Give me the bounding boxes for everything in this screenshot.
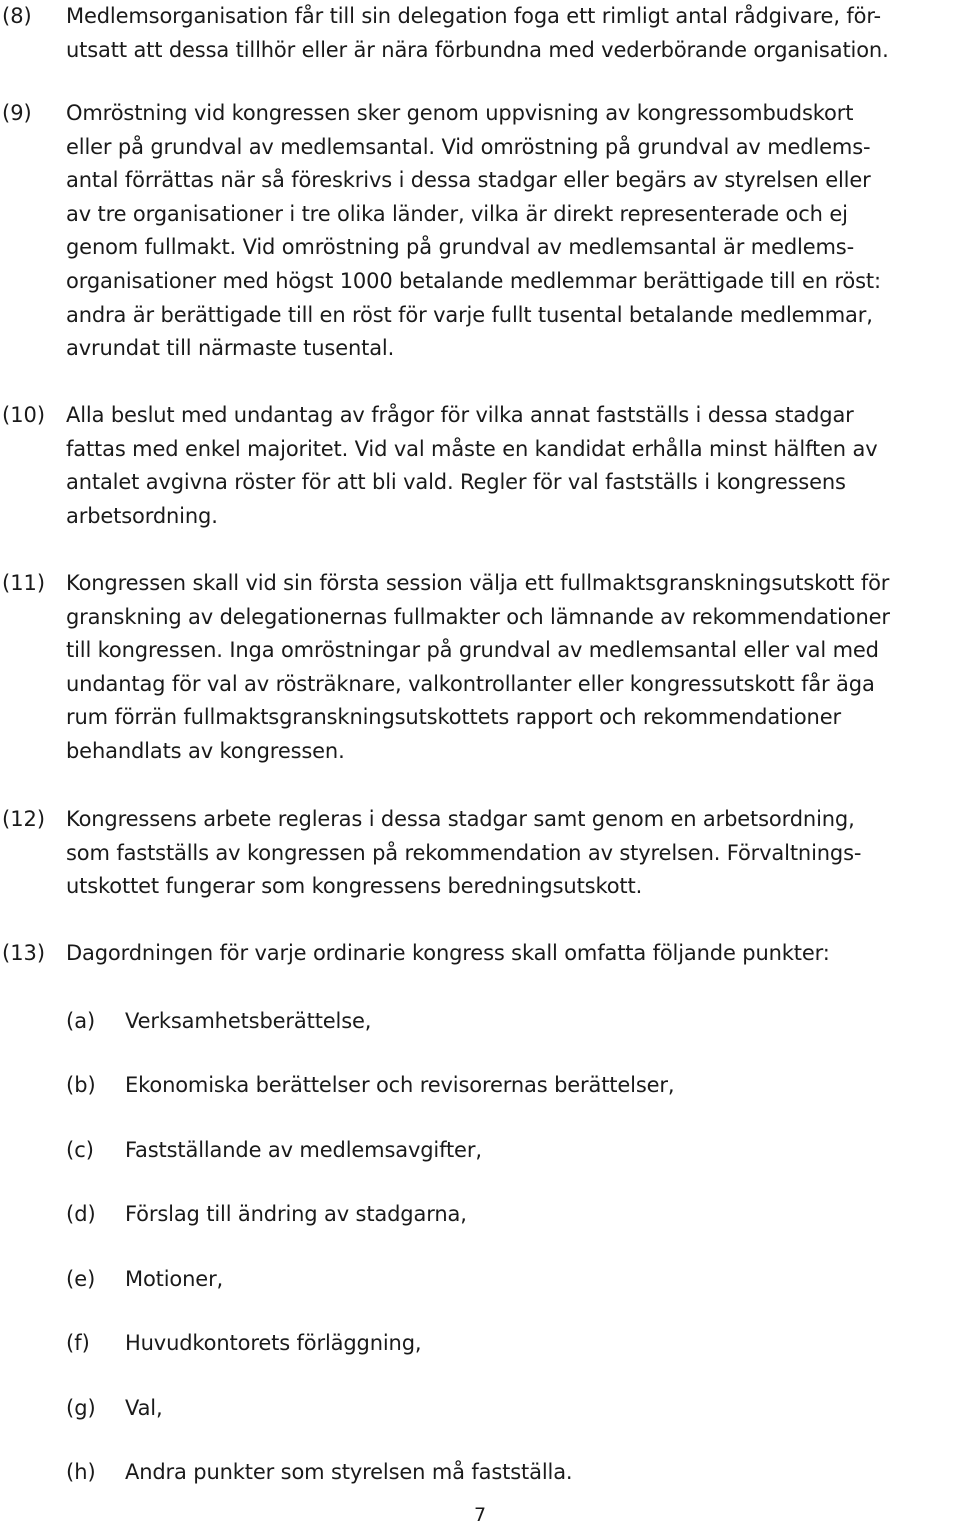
agenda-item-text: Huvudkontorets förläggning, (125, 1331, 422, 1355)
paragraph-line: rum förrän fullmaktsgranskningsutskottets rapport och rekommendationer (66, 705, 841, 730)
paragraph-line: arbetsordning. (66, 503, 218, 528)
paragraph-line: som fastställs av kongressen på rekommendation av styrelsen. Förvaltnings- (66, 840, 862, 865)
paragraph-line: utskottet fungerar som kongressens beredningsutskott. (66, 874, 643, 899)
paragraph-line: Omröstning vid kongressen sker genom uppvisning av kongressombudskort (66, 101, 854, 125)
agenda-item (0, 1005, 960, 1039)
paragraph-8 (0, 0, 960, 68)
paragraph-line: fattas med enkel majoritet. Vid val måste en kandidat erhålla minst hälften av (66, 436, 878, 461)
paragraph-line: antalet avgivna röster för att bli vald. Regler för val fastställs i kongressens (66, 470, 846, 495)
paragraph-line: undantag för val av rösträknare, valkontrollanter eller kongressutskott får äga (66, 671, 875, 696)
paragraph-line: avrundat till närmaste tusental. (66, 336, 395, 361)
agenda-item-letter: (b) (66, 1073, 96, 1097)
paragraph-number: (11) (2, 571, 46, 595)
paragraph-line: av tre organisationer i tre olika länder, vilka är direkt representerade och ej (66, 201, 848, 226)
paragraph-line: Dagordningen för varje ordinarie kongress skall omfatta följande punkter: (66, 941, 830, 965)
paragraph-line: granskning av delegationernas fullmakter och lämnande av rekommendationer (66, 604, 890, 629)
paragraph-line: Kongressens arbete regleras i dessa stadgar samt genom en arbetsordning, (66, 807, 855, 831)
paragraph-number: (9) (2, 101, 32, 125)
paragraph-line: utsatt att dessa tillhör eller är nära förbundna med vederbörande organisation. (66, 37, 889, 62)
agenda-item (0, 1069, 960, 1103)
paragraph-number: (10) (2, 403, 46, 427)
paragraph-line: till kongressen. Inga omröstningar på grundval av medlemsantal eller val med (66, 638, 879, 663)
agenda-item-letter: (e) (66, 1267, 96, 1291)
paragraph-line: andra är berättigade till en röst för varje fullt tusental betalande medlemmar, (66, 302, 873, 327)
agenda-item-letter: (c) (66, 1138, 94, 1162)
paragraph-line: Kongressen skall vid sin första session välja ett fullmaktsgranskningsutskott för (66, 571, 890, 595)
agenda-item (0, 1327, 960, 1361)
paragraph-13 (0, 937, 960, 971)
paragraph-line: genom fullmakt. Vid omröstning på grundval av medlemsantal är medlems- (66, 235, 855, 260)
agenda-item-letter: (f) (66, 1331, 90, 1355)
agenda-item-text: Verksamhetsberättelse, (125, 1009, 372, 1033)
paragraph-10 (0, 399, 960, 535)
paragraph-12 (0, 803, 960, 905)
agenda-item (0, 1134, 960, 1168)
agenda-item-letter: (a) (66, 1009, 96, 1033)
agenda-item (0, 1392, 960, 1426)
agenda-item-text: Ekonomiska berättelser och revisorernas berättelser, (125, 1073, 675, 1097)
paragraph-line: organisationer med högst 1000 betalande medlemmar berättigade till en röst: (66, 269, 881, 293)
agenda-item (0, 1456, 960, 1490)
agenda-item (0, 1198, 960, 1232)
paragraph-line: antal förrättas när så föreskrivs i dessa stadgar eller begärs av styrelsen eller (66, 168, 871, 193)
agenda-item-text: Fastställande av medlemsavgifter, (125, 1138, 482, 1162)
agenda-item-text: Val, (125, 1396, 163, 1420)
agenda-item-letter: (g) (66, 1396, 96, 1420)
paragraph-line: Alla beslut med undantag av frågor för vilka annat fastställs i dessa stadgar (66, 403, 854, 427)
paragraph-line: eller på grundval av medlemsantal. Vid omröstning på grundval av medlems- (66, 134, 871, 159)
paragraph-11 (0, 567, 960, 771)
agenda-item (0, 1263, 960, 1297)
paragraph-number: (13) (2, 941, 46, 965)
paragraph-line: Medlemsorganisation får till sin delegation foga ett rimligt antal rådgivare, för- (66, 4, 881, 28)
page-number: 7 (473, 1504, 487, 1526)
agenda-item-text: Andra punkter som styrelsen må fastställa. (125, 1460, 573, 1484)
paragraph-9 (0, 97, 960, 367)
agenda-item-text: Förslag till ändring av stadgarna, (125, 1202, 467, 1226)
paragraph-line: behandlats av kongressen. (66, 739, 345, 763)
agenda-item-letter: (d) (66, 1202, 96, 1226)
agenda-item-letter: (h) (66, 1460, 96, 1484)
paragraph-number: (8) (2, 4, 32, 28)
paragraph-number: (12) (2, 807, 46, 831)
agenda-item-text: Motioner, (125, 1267, 224, 1291)
